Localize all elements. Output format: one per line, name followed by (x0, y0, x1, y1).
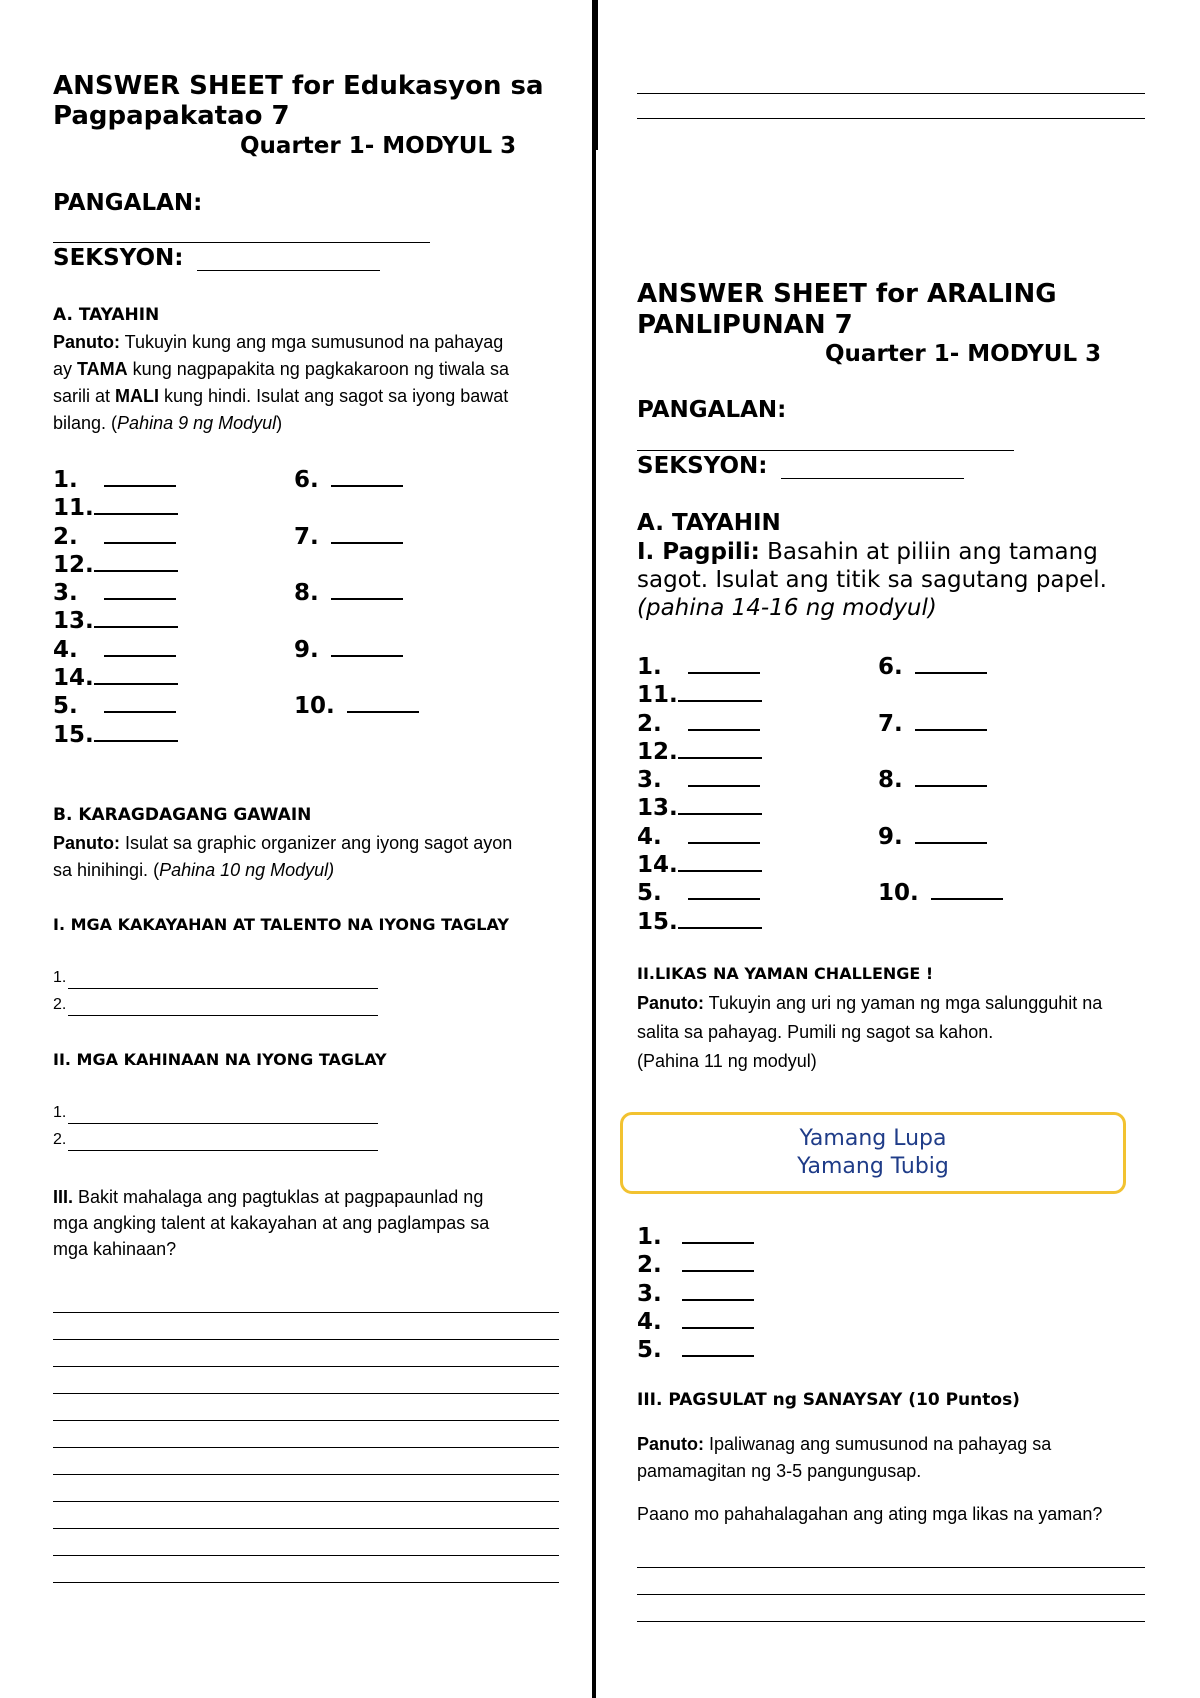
left-sub2-heading: II. MGA KAHINAAN NA IYONG TAGLAY (53, 1050, 387, 1069)
right-part-c-instruction-line1: Panuto: Ipaliwanag ang sumusunod na pahayag sa (637, 1434, 1052, 1454)
word-choice-tubig: Yamang Tubig (797, 1154, 949, 1179)
right-answer-7: 7. (878, 707, 987, 737)
right-answer-8: 8. (878, 763, 987, 793)
word-choice-lupa: Yamang Lupa (799, 1126, 947, 1151)
answer-blank[interactable] (688, 876, 760, 900)
answer-blank[interactable] (94, 718, 178, 742)
column-divider-tab (592, 0, 598, 150)
left-sub1-item-2: 2. (53, 996, 67, 1013)
answer-blank[interactable] (94, 604, 178, 628)
answer-blank[interactable] (104, 463, 176, 487)
left-sub2-item-1: 1. (53, 1104, 67, 1121)
left-answer-10: 10. (294, 689, 419, 719)
right-part-a-sub-line2: sagot. Isulat ang titik sa sagutang papel. (637, 567, 1107, 593)
right-answer-2: 2. (637, 707, 760, 737)
answer-blank[interactable] (678, 678, 762, 702)
right-likas-answer-2: 2. (637, 1248, 754, 1278)
left-answer-8: 8. (294, 576, 403, 606)
left-essay-line[interactable] (53, 1393, 559, 1394)
right-part-c-instruction-line2: pamamagitan ng 3-5 pangungusap. (637, 1461, 922, 1481)
left-answer-9: 9. (294, 633, 403, 663)
answer-blank[interactable] (678, 735, 762, 759)
answer-blank[interactable] (331, 576, 403, 600)
answer-blank[interactable] (331, 633, 403, 657)
answer-blank[interactable] (915, 820, 987, 844)
column-divider (592, 0, 596, 1698)
left-sub1-field-1[interactable] (68, 988, 378, 989)
left-essay-line[interactable] (53, 1312, 559, 1313)
left-sub1-field-2[interactable] (68, 1015, 378, 1016)
right-answer-12: 12. (637, 735, 762, 765)
left-part-a-heading: A. TAYAHIN (53, 305, 160, 325)
left-answer-1: 1. (53, 463, 176, 493)
right-answer-13: 13. (637, 791, 762, 821)
right-part-a-sub-line1: I. Pagpili: Basahin at piliin ang tamang (637, 539, 1098, 565)
left-answer-6: 6. (294, 463, 403, 493)
left-essay-line[interactable] (53, 1447, 559, 1448)
left-essay-line[interactable] (53, 1582, 559, 1583)
right-answer-15: 15. (637, 905, 762, 935)
answer-blank[interactable] (682, 1305, 754, 1329)
left-answer-15: 15. (53, 718, 178, 748)
left-answer-3: 3. (53, 576, 176, 606)
answer-blank[interactable] (94, 491, 178, 515)
right-answer-3: 3. (637, 763, 760, 793)
right-part-a-heading: A. TAYAHIN (637, 510, 781, 536)
answer-blank[interactable] (678, 848, 762, 872)
left-sub3-line3: mga kahinaan? (53, 1239, 177, 1259)
right-quarter: Quarter 1- MODYUL 3 (825, 341, 1102, 367)
left-quarter: Quarter 1- MODYUL 3 (240, 133, 517, 159)
right-essay-line[interactable] (637, 1621, 1145, 1622)
left-answer-12: 12. (53, 548, 178, 578)
answer-blank[interactable] (682, 1277, 754, 1301)
left-title-line2: Pagpapakatao 7 (53, 101, 290, 131)
left-part-a-instruction-line1: Panuto: Tukuyin kung ang mga sumusunod na pahayag (53, 332, 504, 352)
left-answer-4: 4. (53, 633, 176, 663)
right-answer-4: 4. (637, 820, 760, 850)
left-part-a-instruction-line2: ay TAMA kung nagpapakita ng pagkakaroon ng tiwala sa (53, 359, 509, 379)
left-essay-line[interactable] (53, 1528, 559, 1529)
right-likas-answer-3: 3. (637, 1277, 754, 1307)
right-part-b-heading: II.LIKAS NA YAMAN CHALLENGE ! (637, 964, 934, 983)
right-top-line[interactable] (637, 93, 1145, 94)
answer-blank[interactable] (104, 576, 176, 600)
left-name-label: PANGALAN: (53, 190, 203, 216)
answer-blank[interactable] (682, 1220, 754, 1244)
left-sub1-heading: I. MGA KAKAYAHAN AT TALENTO NA IYONG TAGLAY (53, 915, 509, 934)
word-choice-box (620, 1112, 1126, 1194)
right-section-label: SEKSYON: (637, 453, 768, 479)
left-section-label: SEKSYON: (53, 245, 184, 271)
right-section-field[interactable] (781, 478, 964, 479)
left-answer-11: 11. (53, 491, 178, 521)
left-part-a-instruction-line4: bilang. (Pahina 9 ng Modyul) (53, 413, 283, 433)
answer-blank[interactable] (682, 1333, 754, 1357)
left-answer-14: 14. (53, 661, 178, 691)
right-essay-line[interactable] (637, 1567, 1145, 1568)
right-title-line2: PANLIPUNAN 7 (637, 310, 853, 340)
left-answer-2: 2. (53, 520, 176, 550)
answer-blank[interactable] (688, 707, 760, 731)
left-answer-5: 5. (53, 689, 176, 719)
right-part-c-heading: III. PAGSULAT ng SANAYSAY (10 Puntos) (637, 1390, 1020, 1410)
right-title-line1: ANSWER SHEET for ARALING (637, 279, 1057, 309)
left-sub2-item-2: 2. (53, 1131, 67, 1148)
answer-blank[interactable] (331, 463, 403, 487)
left-essay-line[interactable] (53, 1555, 559, 1556)
answer-blank[interactable] (347, 689, 419, 713)
left-essay-line[interactable] (53, 1339, 559, 1340)
left-part-a-instruction-line3: sarili at MALI kung hindi. Isulat ang sagot sa iyong bawat (53, 386, 509, 406)
left-part-b-instruction-line2: sa hinihingi. (Pahina 10 ng Modyul) (53, 860, 335, 880)
left-sub2-field-1[interactable] (68, 1123, 378, 1124)
answer-blank[interactable] (931, 876, 1003, 900)
answer-blank[interactable] (915, 763, 987, 787)
right-part-b-instruction-line2: salita sa pahayag. Pumili ng sagot sa kahon. (637, 1022, 994, 1042)
answer-blank[interactable] (104, 689, 176, 713)
answer-blank[interactable] (688, 650, 760, 674)
left-sub3-line2: mga angking talent at kakayahan at ang paglampas sa (53, 1213, 490, 1233)
answer-blank[interactable] (678, 905, 762, 929)
answer-blank[interactable] (682, 1248, 754, 1272)
left-part-b-heading: B. KARAGDAGANG GAWAIN (53, 805, 312, 825)
answer-blank[interactable] (688, 763, 760, 787)
right-part-b-instruction-line3: (Pahina 11 ng modyul) (637, 1051, 817, 1071)
right-likas-answer-4: 4. (637, 1305, 754, 1335)
left-answer-7: 7. (294, 520, 403, 550)
left-essay-line[interactable] (53, 1474, 559, 1475)
left-sub2-field-2[interactable] (68, 1150, 378, 1151)
right-likas-answer-1: 1. (637, 1220, 754, 1250)
right-answer-10: 10. (878, 876, 1003, 906)
answer-blank[interactable] (94, 661, 178, 685)
right-answer-1: 1. (637, 650, 760, 680)
answer-blank[interactable] (104, 633, 176, 657)
left-sub3-line1: III. Bakit mahalaga ang pagtuklas at pagpapaunlad ng (53, 1187, 484, 1207)
left-essay-line[interactable] (53, 1420, 559, 1421)
right-part-c-question: Paano mo pahahalagahan ang ating mga likas na yaman? (637, 1504, 1103, 1524)
answer-blank[interactable] (915, 650, 987, 674)
right-essay-line[interactable] (637, 1594, 1145, 1595)
answer-blank[interactable] (678, 791, 762, 815)
right-answer-6: 6. (878, 650, 987, 680)
left-answer-13: 13. (53, 604, 178, 634)
left-sub1-item-1: 1. (53, 969, 67, 986)
right-answer-5: 5. (637, 876, 760, 906)
right-top-line[interactable] (637, 118, 1145, 119)
answer-blank[interactable] (94, 548, 178, 572)
answer-blank[interactable] (915, 707, 987, 731)
right-answer-11: 11. (637, 678, 762, 708)
left-section-field[interactable] (197, 270, 380, 271)
left-part-b-instruction-line1: Panuto: Isulat sa graphic organizer ang iyong sagot ayon (53, 833, 513, 853)
answer-blank[interactable] (331, 520, 403, 544)
right-likas-answer-5: 5. (637, 1333, 754, 1363)
left-title-line1: ANSWER SHEET for Edukasyon sa (53, 71, 544, 101)
right-name-field[interactable] (637, 450, 1014, 451)
answer-blank[interactable] (104, 520, 176, 544)
answer-blank[interactable] (688, 820, 760, 844)
right-answer-14: 14. (637, 848, 762, 878)
left-essay-line[interactable] (53, 1501, 559, 1502)
right-part-b-instruction-line1: Panuto: Tukuyin ang uri ng yaman ng mga salungguhit na (637, 993, 1103, 1013)
right-answer-9: 9. (878, 820, 987, 850)
right-name-label: PANGALAN: (637, 397, 787, 423)
left-name-field[interactable] (53, 242, 430, 243)
left-essay-line[interactable] (53, 1366, 559, 1367)
right-part-a-sub-line3: (pahina 14-16 ng modyul) (637, 595, 937, 621)
